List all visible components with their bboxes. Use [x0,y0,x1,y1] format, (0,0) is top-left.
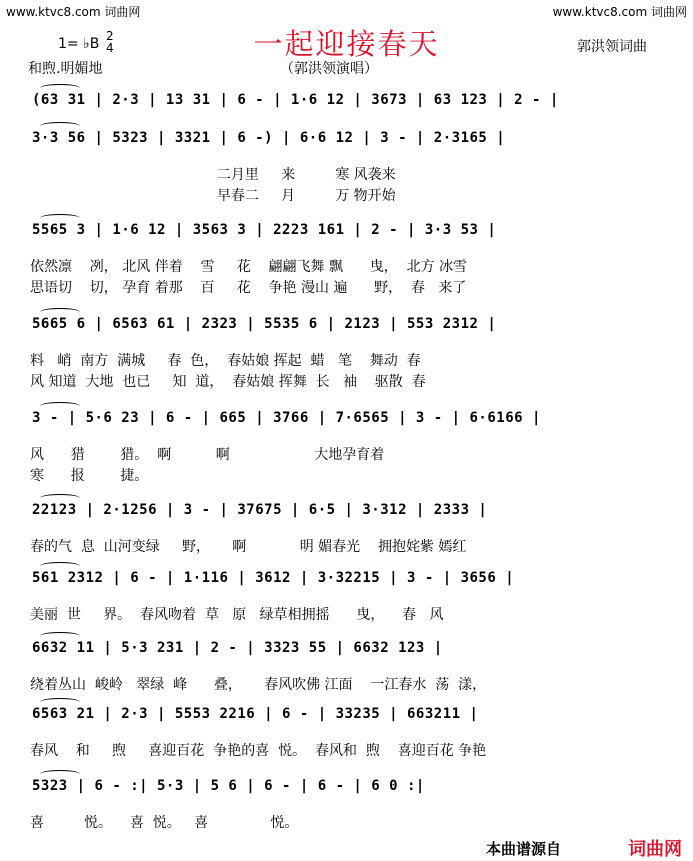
lyric-line: 依然凛 冽， 北风 伴着 雪 花 翩翩飞舞 飘 曳， 北方 冰雪 [30,259,468,275]
notation-row: (63 31 | 2·3 | 13 31 | 6 - | 1·6 12 | 3673 | 63 123 | 2 - | [32,92,559,108]
lyric-line: 二月里 来 寒 风袭来 [30,167,396,183]
notation-row: 561 2312 | 6 - | 1·116 | 3612 | 3·32215 | 3 - | 3656 | [32,570,515,586]
tie-arc [40,402,80,410]
time-signature-bottom: 4 [106,41,114,55]
author-credit: 郭洪领词曲 [577,39,647,55]
lyric-line: 料 峭 南方 满城 春 色， 春姑娘 挥起 蜡 笔 舞动 春 [30,353,421,369]
lyric-line: 美丽 世 界。 春风吻着 草 原 绿草相拥摇 曳， 春 风 [30,607,444,623]
tempo-marking: 和煦.明媚地 [28,61,103,77]
lyric-line: 早春二 月 万 物开始 [30,188,396,204]
key-signature: 1= ♭B [58,36,100,52]
notation-row: 5323 | 6 - :| 5·3 | 5 6 | 6 - | 6 - | 6 0 :| [32,778,425,794]
lyric-line: 春风 和 煦 喜迎百花 争艳的喜 悦。 春风和 煦 喜迎百花 争艳 [30,743,487,759]
site-watermark-left: www.ktvc8.com 词曲网 [6,5,141,19]
tie-arc [40,562,80,570]
performer-credit: （郭洪领演唱） [280,61,378,77]
notation-row: 6632 11 | 5·3 231 | 2 - | 3323 55 | 6632 123 | [32,640,443,656]
notation-row: 5565 3 | 1·6 12 | 3563 3 | 2223 161 | 2 - | 3·3 53 | [32,222,497,238]
lyric-line: 思语切 切， 孕育 着那 百 花 争艳 漫山 遍 野， 春 来了 [30,280,467,296]
notation-row: 3·3 56 | 5323 | 3321 | 6 -) | 6·6 12 | 3 - | 2·3165 | [32,130,506,146]
tie-arc [40,632,80,640]
lyric-line: 春的气 息 山河变绿 野， 啊 明 媚春光 拥抱姹紫 嫣红 [30,539,467,555]
brand-logo: 词曲网 [628,839,682,860]
lyric-line: 寒 报 捷。 [30,468,149,484]
lyric-line: 风 知道 大地 也已 知 道， 春姑娘 挥舞 长 袖 驱散 春 [30,374,426,390]
tie-arc [40,84,80,92]
tie-arc [40,494,80,502]
tie-arc [40,698,80,706]
lyric-line: 绕着丛山 峻岭 翠绿 峰 叠， 春风吹佛 江面 一江春水 荡 漾， [30,677,487,693]
time-signature-top: 2 [106,29,114,43]
tie-arc [40,308,80,316]
time-signature [106,30,114,54]
notation-row: 3 - | 5·6 23 | 6 - | 665 | 3766 | 7·6565 | 3 - | 6·6166 | [32,410,541,426]
lyric-line: 风 猎 猎。 啊 啊 大地孕育着 [30,447,385,463]
tie-arc [40,122,80,130]
notation-row: 5665 6 | 6563 61 | 2323 | 5535 6 | 2123 | 553 2312 | [32,316,497,332]
tie-arc [40,770,80,778]
site-watermark-right: www.ktvc8.com 词曲网 [552,5,687,19]
tie-arc [40,214,80,222]
notation-row: 22123 | 2·1256 | 3 - | 37675 | 6·5 | 3·312 | 2333 | [32,502,488,518]
notation-row: 6563 21 | 2·3 | 5553 2216 | 6 - | 33235 | 663211 | [32,706,479,722]
song-title: 一起迎接春天 [253,27,440,61]
source-note: 本曲谱源自 [486,840,562,858]
lyric-line: 喜 悦。 喜 悦。 喜 悦。 [30,815,299,831]
